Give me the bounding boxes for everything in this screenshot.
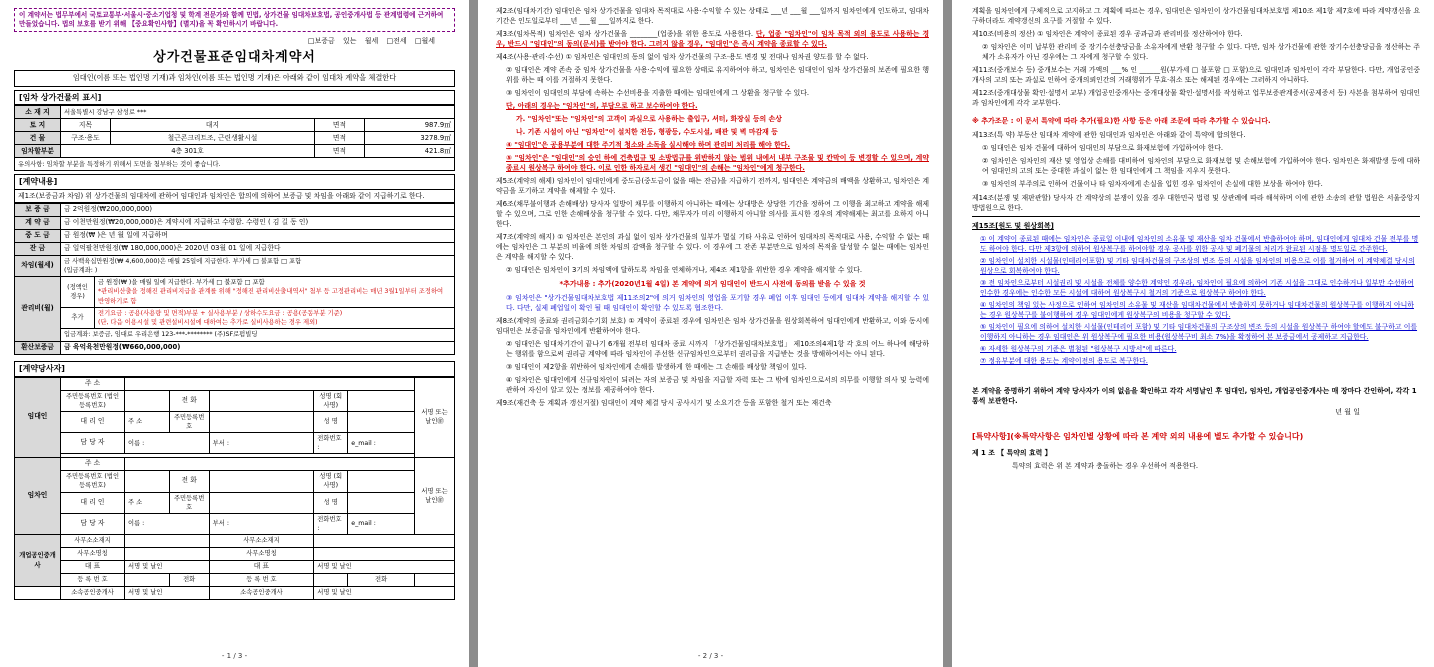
article-7-3: ③ 임차인은 "상가건물임대차보호법 제11조의2"에 의거 임차인의 영업을 포기할 경우 폐업 이후 임대인 등에게 임대차 계약을 해지할 수 있다. 다만, 실제 폐업일이 확인 될 때 임대인이 확인할 수 있도록 협조한다. bbox=[506, 294, 929, 313]
broker-office-addr-label-2: 사무소소재지 bbox=[209, 535, 314, 548]
lessor-id-label: 주민등록번호 (법인등록번호) bbox=[61, 390, 125, 411]
land-category-label: 지목 bbox=[61, 119, 111, 132]
special-terms-heading: [특약사항](※특약사항은 임차인별 상황에 따라 본 계약 외의 내용에 별도 추가할 수 있습니다) bbox=[972, 431, 1304, 441]
article-8-3: ③ 임대인이 제2항을 위반하여 임차인에게 손해를 발생하게 한 때에는 그 손해를 배상할 책임이 있다. bbox=[506, 363, 807, 372]
middle-payment-value: 금 원정(₩ )은 년 월 일에 지급하며 bbox=[61, 230, 455, 243]
broker-reg-label: 등 록 번 호 bbox=[61, 574, 125, 587]
article-4-exception: 단, 아래의 경우는 "임차인"의, 부담으로 하고 보수하여야 한다. bbox=[506, 102, 698, 110]
land-area-label: 면적 bbox=[315, 119, 365, 132]
broker-office-name-field[interactable] bbox=[125, 548, 210, 561]
lessor-label: 임대인 bbox=[15, 377, 61, 458]
building-structure-label: 구조·용도 bbox=[61, 132, 111, 145]
article-4-item-b: 나. 기존 시설이 아닌 "임차인"이 설치한 전등, 형광등, 수도시설, 배관 및 벽 마감재 등 bbox=[516, 128, 778, 136]
lessor-agent-address[interactable]: 주 소 bbox=[125, 411, 170, 432]
lessee-manager-tel[interactable]: 전화번호 : bbox=[314, 513, 348, 534]
article-15-item: ⑥ 자세한 원상복구의 기준은 별첨된 "원상복구 시방서"에 따른다. bbox=[980, 345, 1177, 354]
contract-intro: 임대인(이름 또는 법인명 기재)과 임차인(이름 또는 법인명 기재)은 아래와 같이 임대차 계약을 체결한다 bbox=[14, 70, 455, 86]
article-14: 제14조(분쟁 및 재판관할) 당사자 간 계약상의 분쟁이 있을 경우 대한민국 법령 및 상관례에 따라 해석하며 이에 관한 소송의 관할 법원은 서울중앙지방법원으로 한다. bbox=[972, 194, 1420, 213]
broker-rep-sign[interactable]: 서명 및 날인 bbox=[125, 561, 210, 574]
article-7: 제7조(계약의 해지) ① 임차인은 본인의 과실 없이 임차 상가건물의 일부가 멸실 기타 사유로 인하여 임대차의 목적대로 사용, 수익할 수 없는 때에는 임차인은 그 부분의 비율에 의한 차임의 감액을 청구할 수 있다. 이 경우에 그 잔존 부분만으로 임차의 목적을 달성할 수 없는 때에는 임차인은 계약을 해지할 수 있다. bbox=[496, 233, 929, 261]
lessee-agent-address[interactable]: 주 소 bbox=[125, 492, 170, 513]
address-label: 소 재 지 bbox=[15, 106, 61, 119]
lessor-phone-field[interactable] bbox=[209, 390, 314, 411]
maintenance-extra-note: (단, 다음 이용시설 및 관련설비시설에 대하여는 추가로 실비사용하는 경우 제외) bbox=[98, 318, 318, 326]
article-4-item-a: 가. "임차인"또는 "임차인"의 고객이 과실으로 사용하는 출입구, 셔터, 화장실 등의 손상 bbox=[516, 115, 782, 123]
maintenance-account: 입금계좌: 보증금, 임대료 우리은행 123-***-******** (주)SF로펌빌딩 bbox=[61, 328, 455, 341]
lease-part-label: 임차할부분 bbox=[15, 145, 61, 158]
property-note: 유의사항: 임차할 부분을 특정하기 위해서 도면을 첨부하는 것이 좋습니다. bbox=[15, 158, 455, 171]
article-15-item: ③ 전 임차인으로부터 시설권리 및 시설을 전체를 양수한 계약인 경우라, 임차인이 필요에 의하여 기존 시설을 그대로 인수하거나 일부만 수선하여 인수한 경우에는 인수한 모든 시설에 대하여 원상복구시 철거의 기준으로 원상복구 하여야 한다. bbox=[980, 279, 1414, 298]
article-3 bbox=[496, 29, 929, 49]
associate-broker-sign-2[interactable]: 서명 및 날인 bbox=[314, 587, 455, 600]
article-4-4: ④ "임대인"은 공용부분에 대한 주기적 청소와 소독을 실시해야 하며 관리비 처리를 해야 한다. bbox=[506, 141, 791, 149]
broker-label: 개업공인중개사 bbox=[15, 535, 61, 587]
article-10: 제10조(비용의 정산) ① 임차인은 계약이 종료된 경우 공과금과 관리비를 정산하여야 한다. bbox=[972, 30, 1243, 38]
article-9: 제9조(재건축 등 계획과 갱신거절) 임대인이 계약 체결 당시 공사시기 및 소요기간 등을 포함한 철거 또는 재건축 bbox=[496, 399, 832, 408]
converted-deposit-label: 환산보증금 bbox=[15, 341, 61, 354]
property-table bbox=[14, 105, 455, 171]
lessor-agent-id-label: 주민등록번호 bbox=[169, 411, 209, 432]
article-4-5: ⑤ "임차인"은 "임대인"의 승인 하에 건축법규 및 소방법규를 위반하지 않는 범위 내에서 내부 구조물 및 칸막이 등 변경할 수 있으며, 계약 종료시 원상복구 하여야 한다. 이로 인한 하자로서 생긴 "임대인"의 손해는 "임차인"에게 청구한다. bbox=[506, 154, 929, 172]
lessee-label: 임차인 bbox=[15, 458, 61, 535]
lessor-name-field[interactable] bbox=[348, 390, 415, 411]
broker-office-name-label: 사무소명칭 bbox=[61, 548, 125, 561]
page-number-1: - 1 / 3 - bbox=[221, 651, 248, 660]
section-contract-heading: [계약내용] bbox=[14, 174, 455, 190]
broker-rep-label: 대 표 bbox=[61, 561, 125, 574]
contract-money-label: 계 약 금 bbox=[15, 217, 61, 230]
lease-area-label: 면적 bbox=[315, 145, 365, 158]
broker-reg-field-2[interactable] bbox=[314, 574, 348, 587]
page-1 bbox=[0, 0, 469, 667]
article-7-2: ② 임대인은 임차인이 3기의 차임액에 달하도록 차임을 연체하거나, 제4조 제1항을 위반한 경우 계약을 해지할 수 있다. bbox=[506, 266, 863, 274]
article-2: 제2조(임대차기간) 임대인은 임차 상가건물을 임대차 목적대로 사용·수익할 수 있는 상태로 ___년 ___월 ___일까지 임차인에게 인도하고, 임대차기간은 인도일로부터 ___년 ___월 ___일까지로 한다. bbox=[496, 7, 929, 25]
article-13-1: ① 임대인은 임차 건물에 대하여 임대인의 부담으로 화재보험에 가입하여야 한다. bbox=[982, 144, 1224, 153]
converted-deposit-value: 금 육억육천만원정(₩660,000,000) bbox=[61, 341, 455, 354]
lessee-manager-email[interactable]: e_mail : bbox=[348, 513, 415, 534]
article-15-item: ④ 임차인의 책임 있는 사정으로 인하여 임차인의 소유물 및 재산을 임대차건물에서 반출하지 못하거나 임대차건물의 원상복구를 이행하지 아니하는 경우 원상복구를 불이행하여 경우 임대인에게 원상복구의 비용을 청구할 수 있다. bbox=[980, 301, 1414, 320]
lease-area-value: 421.8㎡ bbox=[365, 145, 455, 158]
lessee-agent-label: 대 리 인 bbox=[61, 492, 125, 513]
article-7-added-note: *추가내용 : 추가(2020년1월 4일) 본 계약에 의거 임대인이 반드시 사전에 동의를 받을 수 있을 것 bbox=[559, 280, 866, 288]
article-13-2: ② 임차인은 임차인의 재산 및 영업상 손해를 대비하여 임차인의 부담으로 화재보험 및 손해보험에 가입하여야 한다. 임차인은 화재발생 등에 대하여 임대인의 고의 또는 중대한 과실이 없는 한 임대인에게 그 책임을 지우지 못한다. bbox=[982, 157, 1420, 176]
lessor-manager-tel[interactable]: 전화번호 : bbox=[314, 433, 348, 454]
document-title: 상가건물표준임대차계약서 bbox=[153, 49, 316, 65]
broker-office-name-label-2: 사무소명칭 bbox=[209, 548, 314, 561]
lessee-sign[interactable]: 서명 또는 날인㊞ bbox=[415, 458, 455, 535]
broker-office-addr-field-2[interactable] bbox=[314, 535, 455, 548]
article-9-continued: 계획을 임차인에게 구체적으로 고지하고 그 계획에 따르는 경우, 임대인은 임차인이 상가건물임대차보호법 제10조 제1항 제7호에 따라 계약갱신을 요구하더라도 계약갱신의 요구를 거절할 수 있다. bbox=[972, 7, 1420, 25]
broker-rep-label-2: 대 표 bbox=[209, 561, 314, 574]
maintenance-extra-cell bbox=[95, 307, 455, 328]
lessee-agent-name-label: 성 명 bbox=[314, 492, 348, 513]
broker-office-name-field-2[interactable] bbox=[314, 548, 455, 561]
article-8-2: ② 임대인은 임대차기간이 끝나기 6개월 전부터 임대차 종료 시까지 「상가건물임대차보호법」 제10조의4제1항 각 호의 어느 하나에 해당하는 행위를 함으로써 권리금 계약에 따라 임차인이 주선한 신규임차인으로부터 권리금을 지급받는 것을 방해하여서는 아니 된다. bbox=[506, 340, 929, 359]
article-5: 제5조(계약의 해제) 임차인이 임대인에게 중도금(중도금이 없을 때는 잔금)을 지급하기 전까지, 임대인은 계약금의 배액을 상환하고, 임차인은 계약금을 포기하고 계약을 해제할 수 있다. bbox=[496, 177, 929, 195]
balance-label: 잔 금 bbox=[15, 243, 61, 256]
lessor-address-label: 주 소 bbox=[61, 377, 125, 390]
land-area-value: 987.9㎡ bbox=[365, 119, 455, 132]
article-3-special: 단, 업종 "임차인"이 임차 목적 외의 용도로 사용하는 경우, 반드시 "임대인"의 동의(문서)를 받아야 한다. 그러지 않을 경우, "임대인"은 즉시 계약을 종료할 수 있다. bbox=[496, 30, 929, 48]
broker-tel-label-2: 전화 bbox=[348, 574, 415, 587]
lessee-address-label: 주 소 bbox=[61, 458, 125, 471]
deposit-value: 금 2억원정(₩200,000,000) bbox=[61, 204, 455, 217]
lessee-name-field[interactable] bbox=[348, 471, 415, 492]
article-8-4: ④ 임차인은 임대인에게 신규임차인이 되려는 자의 보증금 및 차임을 지급할 자력 또는 그 밖에 임차인으로서의 의무를 이행할 의사 및 능력에 관하여 자신이 알고 있는 정보를 제공하여야 한다. bbox=[506, 376, 929, 395]
lessor-manager-email[interactable]: e_mail : bbox=[348, 433, 415, 454]
lessor-sign[interactable]: 서명 또는 날인㊞ bbox=[415, 377, 455, 458]
article-13-3: ③ 임차인의 부주의로 인하여 건물이나 타 임차자에게 손실을 입힌 경우 임차인이 손실에 대한 보상을 하여야 한다. bbox=[982, 180, 1323, 189]
broker-office-addr-label: 사무소소재지 bbox=[61, 535, 125, 548]
deposit-label: 보 증 금 bbox=[15, 204, 61, 217]
lessee-id-label: 주민등록번호 (법인등록번호) bbox=[61, 471, 125, 492]
section-parties-heading: [계약당사자] bbox=[14, 361, 455, 377]
page-number-2: - 2 / 3 - bbox=[697, 651, 724, 660]
balance-value: 금 일억팔천만원정(₩ 180,000,000)은 2020년 03월 01 일에 지급한다 bbox=[61, 243, 455, 256]
article-3-text: 제3조(임차목적) 임차인은 임차 상가건물을 ________(업종)을 위한 용도로 사용한다. bbox=[496, 30, 754, 38]
closing-statement: 본 계약을 증명하기 위하여 계약 당사자가 이의 없음을 확인하고 각각 서명날인 후 임대인, 임차인, 개업공인중개사는 매 장마다 간인하여, 각각 1통씩 보관한다. bbox=[972, 387, 1417, 406]
lessee-name-label: 성명 (회사명) bbox=[314, 471, 348, 492]
lessor-agent-label: 대 리 인 bbox=[61, 411, 125, 432]
associate-broker-label-2: 소속공인중개사 bbox=[209, 587, 314, 600]
article-15-item: ⑤ 임차인이 필요에 의하여 설치한 시설물(인테리어 포함) 및 기타 임대차건물의 구조상의 변조 등의 시설을 원상복구 하여야 할에도 불구하고 이를 이행하지 아니하는 경우 임대인은 위 원상복구에 필요한 비용(원상복구비 최소 7%)을 확정하여 본 보증금에서 공제하고 지급한다. bbox=[980, 323, 1418, 342]
lessee-manager-dept[interactable]: 부서 : bbox=[209, 513, 314, 534]
broker-tel-field-2[interactable] bbox=[415, 574, 455, 587]
section-property-heading: [임차 상가건물의 표시] bbox=[14, 90, 455, 106]
rent-cell bbox=[61, 256, 455, 277]
legal-notice: 이 계약서는 법무부에서 국토교통부·서울시·중소기업청 및 학계 전문가와 함께 민법, 상가건물 임대차보호법, 공인중개사법 등 관계법령에 근거하여 만들었습니다. 법의 보호를 받기 위해 【중요확인사항】(별지)을 꼭 확인하시기 바랍니다. bbox=[14, 8, 455, 32]
building-area-value: 3278.9㎡ bbox=[365, 132, 455, 145]
article-10-2: ② 임차인은 이미 납부한 관리비 중 장기수선충당금을 소유자에게 반환 청구할 수 있다. 다만, 임차 상가건물에 관한 장기수선충당금을 정산하는 주체가 소유자가 아닌 경우에는 그 자에게 청구할 수 있다. bbox=[982, 43, 1420, 61]
contract-money-value: 금 이천만원정(₩20,000,000)은 계약시에 지급하고 수령함. 수령인 ( 김 길 동 인) bbox=[61, 217, 455, 230]
lessee-id-field[interactable] bbox=[125, 471, 170, 492]
broker-reg-field[interactable] bbox=[125, 574, 170, 587]
lessee-manager-label: 담 당 자 bbox=[61, 513, 125, 534]
lessee-agent-name-field[interactable] bbox=[348, 492, 415, 513]
broker-reg-label-2: 등 록 번 호 bbox=[209, 574, 314, 587]
article-4-2: ② 임대인은 계약 존속 중 임차 상가건물을 사용·수익에 필요한 상태로 유지하여야 하고, 임차인은 임대인이 임차 상가건물의 보존에 필요한 행위를 하는 때 이를 거절하지 못한다. bbox=[506, 66, 929, 84]
lessor-manager-name[interactable]: 이름 : bbox=[125, 433, 210, 454]
article-15-item: ② 임차인이 설치한 시설물(인테리어포함) 및 기타 임대차건물의 구조상의 변조 등의 시설을 임차인의 비용으로 이를 철거하여 이 계약체결 당시의 원상으로 회복하여야 한다. bbox=[980, 257, 1415, 276]
lessor-manager-label: 담 당 자 bbox=[61, 433, 125, 454]
article-12: 제12조(중개대상물 확인·설명서 교부) 개업공인중개사는 중개대상물 확인·설명서를 작성하고 업무보증관계증서(공제증서 등) 사본을 첨부하여 임대인과 임차인에게 각각 교부한다. bbox=[972, 89, 1420, 107]
rent-label: 차임(월세) bbox=[15, 256, 61, 277]
lease-part-value: 4층 301호 bbox=[61, 145, 315, 158]
payment-table bbox=[14, 203, 455, 355]
maintenance-extra-label: 추가 bbox=[61, 307, 95, 328]
maintenance-fixed-value: 금 원정(₩ )을 매월 일에 지급한다. 부가세 □ 불포함 □ 포함 bbox=[98, 279, 265, 287]
lessor-agent-id-field[interactable] bbox=[209, 411, 314, 432]
article-8: 제8조(계약의 종료와 권리금회수기회 보호) ① 계약이 종료된 경우에 임차인은 임차 상가건물을 원상회복하여 임대인에게 반환하고, 이와 동시에 임대인은 보증금을 임차인에게 반환하여야 한다. bbox=[496, 317, 929, 336]
associate-broker-sign[interactable]: 서명 및 날인 bbox=[125, 587, 210, 600]
maintenance-extra-value: 전기요금 : 공용(사용량 및 면적)부분 + 실사용부분 / 상하수도요금 : 공용(공동부분 기준) bbox=[98, 309, 343, 317]
page-3 bbox=[952, 0, 1434, 667]
maintenance-label: 관리비(월) bbox=[15, 277, 61, 342]
broker-office-addr-field[interactable] bbox=[125, 535, 210, 548]
rent-account: (입금계좌: ) bbox=[64, 267, 98, 275]
article-6: 제6조(채무불이행과 손해배상) 당사자 일방이 채무를 이행하지 아니하는 때에는 상대방은 상당한 기간을 정하여 그 이행을 최고하고 계약을 해제할 수 있으며, 그로 인한 손해배상을 청구할 수 있다. 다만, 채무자가 미리 이행하지 아니할 의사를 표시한 경우의 계약해제는 최고를 요하지 아니한다. bbox=[496, 200, 929, 228]
maintenance-fixed-note: *관리비산출을 정해진 관리비지급을 관계를 위해 "정해진 관리비산출내역서" 첨부 등 고정관리비는 매년 3월1일부터 조정하여 반영하기로 함 bbox=[98, 288, 444, 305]
page-2 bbox=[478, 0, 943, 667]
maintenance-fixed-label: (정액인 경우) bbox=[61, 277, 95, 307]
parties-table bbox=[14, 377, 455, 601]
lessee-phone-field[interactable] bbox=[209, 471, 314, 492]
lessor-address-field[interactable] bbox=[125, 377, 415, 390]
maintenance-fixed-cell bbox=[95, 277, 455, 307]
lessor-agent-name-label: 성 명 bbox=[314, 411, 348, 432]
lessor-agent-name-field[interactable] bbox=[348, 411, 415, 432]
associate-broker-label: 소속공인중개사 bbox=[61, 587, 125, 600]
lessee-manager-name[interactable]: 이름 : bbox=[125, 513, 210, 534]
special-article-1-text: 특약의 효력은 위 본 계약과 충돌하는 경우 우선하여 적용한다. bbox=[1012, 462, 1199, 471]
added-clause-note: ※ 추가조문 : 이 문서 특약에 따라 추가(필요)한 사항 등은 아래 조문에 따라 추가할 수 있습니다. bbox=[972, 117, 1271, 125]
broker-tel-label: 전화 bbox=[169, 574, 209, 587]
lessee-agent-id-field[interactable] bbox=[209, 492, 314, 513]
address-value: 서울특별시 강남구 삼성로 *** bbox=[61, 106, 455, 119]
article-15 bbox=[972, 216, 1420, 366]
special-article-1: 제 1 조 【 특약의 효력 】 bbox=[972, 449, 1052, 458]
lessee-phone-label: 전 화 bbox=[169, 471, 209, 492]
lessor-id-field[interactable] bbox=[125, 390, 170, 411]
article-13: 제13조(특 약) 부동산 임대차 계약에 관한 임대인과 임차인은 아래와 같이 특약에 합의한다. bbox=[972, 131, 1246, 140]
building-structure-value: 철근콘크리트조, 근린생활시설 bbox=[111, 132, 315, 145]
lease-type-checkboxes[interactable]: □보증금 있는 월세 □전세 □월세 bbox=[307, 37, 435, 46]
lessor-phone-label: 전 화 bbox=[169, 390, 209, 411]
article-15-item: ⑦ 정유부분에 대한 용도는 계약이전의 용도로 복구한다. bbox=[980, 357, 1148, 366]
lessor-name-label: 성명 (회사명) bbox=[314, 390, 348, 411]
broker-rep-sign-2[interactable]: 서명 및 날인 bbox=[314, 561, 455, 574]
article-4: 제4조(사용·관리·수선) ① 임차인은 임대인의 동의 없이 임차 상가건물의 구조·용도 변경 및 전대나 임차권 양도를 할 수 없다. bbox=[496, 53, 869, 61]
building-area-label: 면적 bbox=[315, 132, 365, 145]
rent-value: 금 사백육십만원정(₩ 4,600,000)은 매월 25일에 지급한다. 부가세 □ 불포함 □ 포함 bbox=[64, 258, 302, 266]
lessor-manager-dept[interactable]: 부서 : bbox=[209, 433, 314, 454]
land-category-value: 대지 bbox=[111, 119, 315, 132]
middle-payment-label: 중 도 금 bbox=[15, 230, 61, 243]
article-15-item: ① 이 계약이 종료된 때에는 임차인은 종료일 이내에 임차인의 소유물 및 재산을 임차 건물에서 반출하여야 하며, 임대인에게 임대차 건물 전부를 명도 하여야 한다. 다만 제3항에 의하여 원상복구를 하여야할 경우 공사를 위한 공사 및 폐기물의 처리가 완료된 시점을 명도일로 간주한다. bbox=[980, 235, 1419, 254]
closing-date[interactable]: 년 월 일 bbox=[1335, 407, 1360, 416]
building-label: 건 물 bbox=[15, 132, 61, 145]
article-4-3: ③ 임차인이 임대인의 부담에 속하는 수선비용을 지출한 때에는 임대인에게 그 상환을 청구할 수 있다. bbox=[506, 89, 810, 97]
lessee-agent-id-label: 주민등록번호 bbox=[169, 492, 209, 513]
land-label: 토 지 bbox=[15, 119, 61, 132]
article-15-title: 제15조[원도 및 원상회복] bbox=[972, 222, 1054, 231]
article-11: 제11조(중개보수 등) 중개보수는 거래 가액의 ___% 인 ______원(부가세 □ 불포함 □ 포함)으로 임대인과 임차인이 각각 부담한다. 다만, 개업공인중개사의 고의 또는 과실로 인하여 중개의뢰인간의 거래행위가 무효·취소 또는 해제된 경우에는 그러하지 아니하다. bbox=[972, 66, 1420, 84]
lessee-address-field[interactable] bbox=[125, 458, 415, 471]
article-1: 제1조(보증금과 차임) 위 상가건물의 임대차에 관하여 임대인과 임차인은 합의에 의하여 보증금 및 차임을 아래와 같이 지급하기로 한다. bbox=[14, 190, 455, 203]
